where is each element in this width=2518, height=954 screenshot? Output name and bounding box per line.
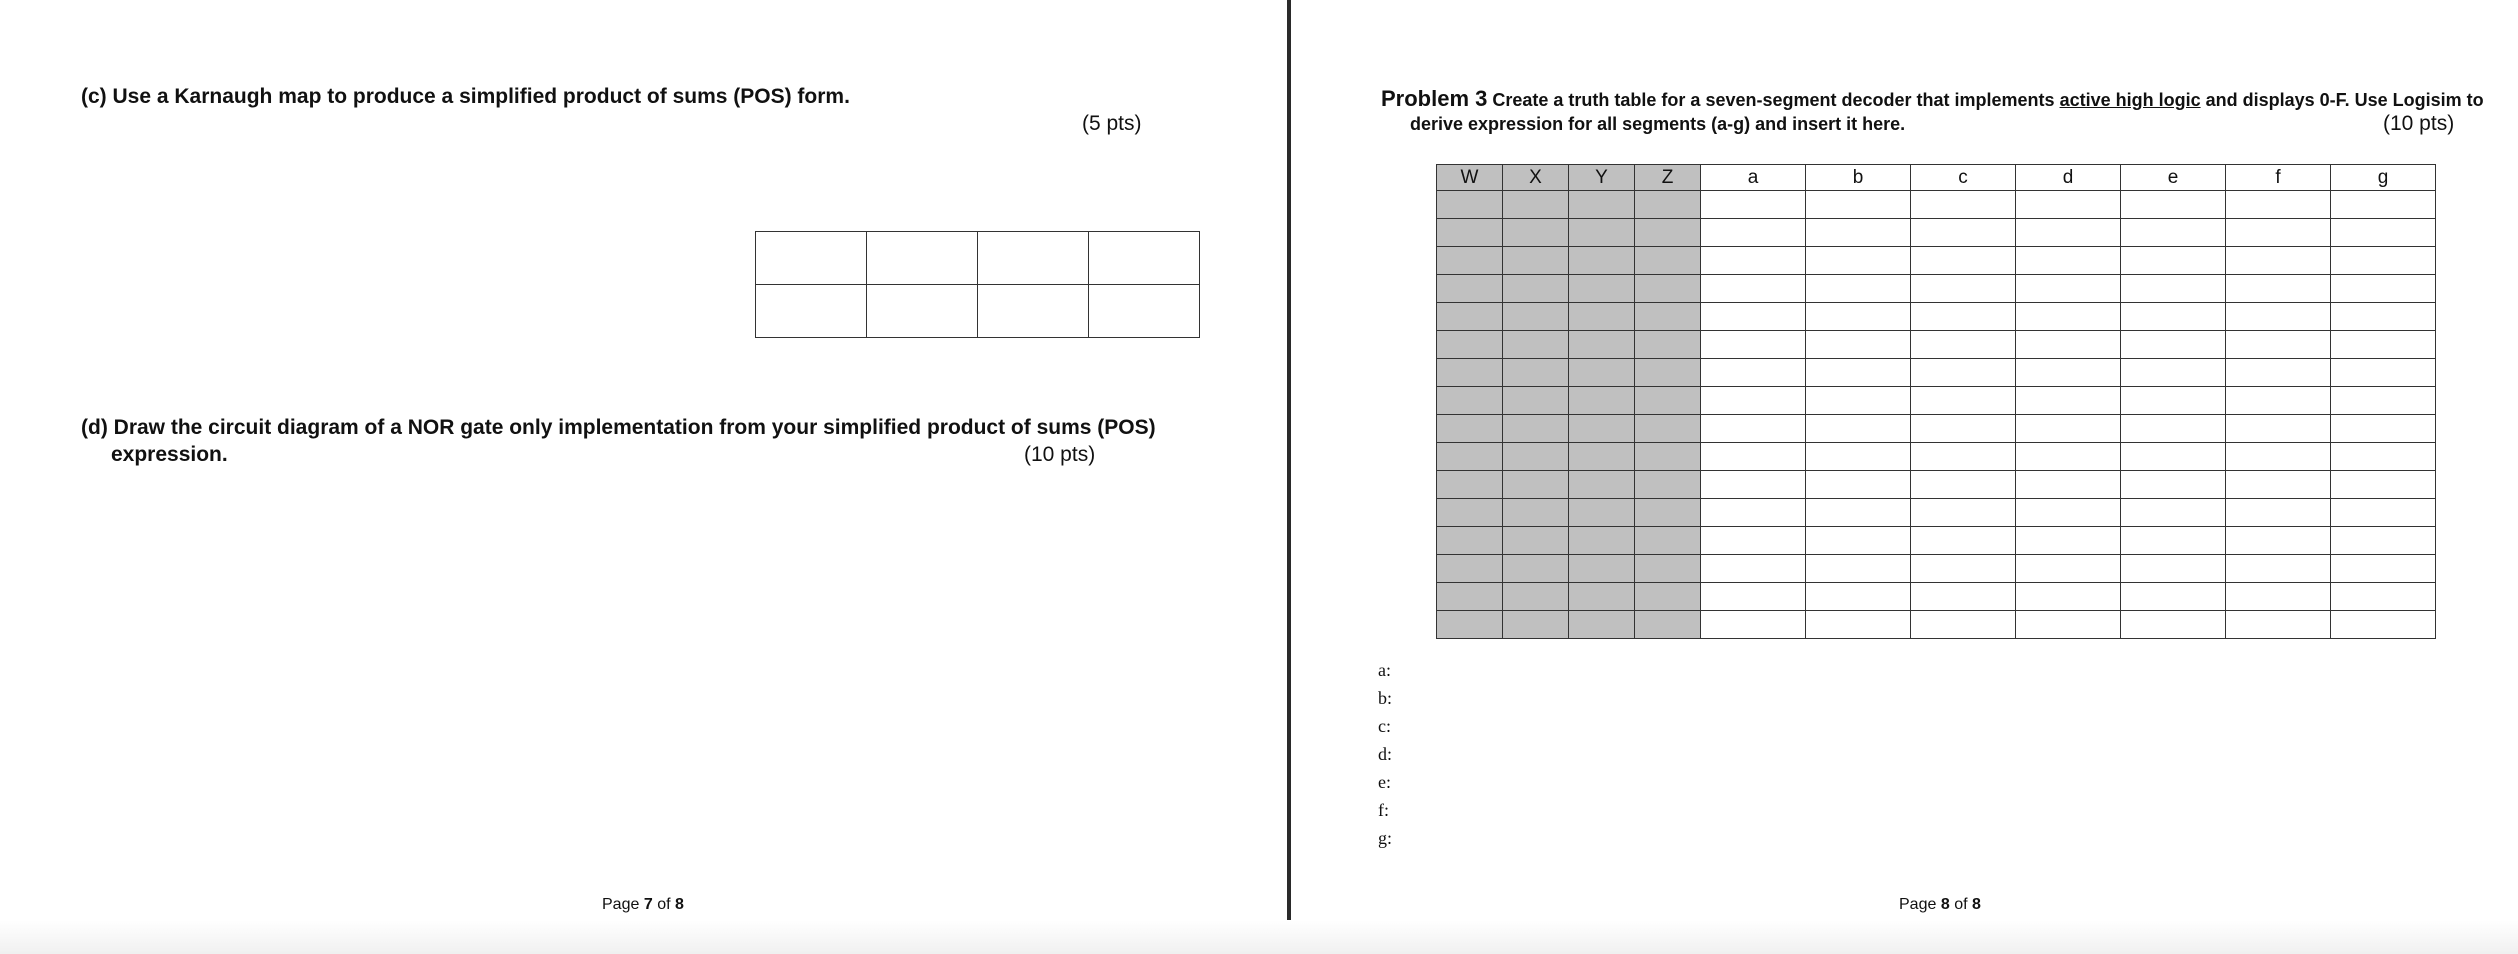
input-cell	[1635, 331, 1701, 359]
output-cell	[1701, 219, 1806, 247]
kmap-cell	[1089, 285, 1200, 338]
segment-header-c: c	[1911, 165, 2016, 191]
input-cell	[1569, 247, 1635, 275]
input-cell	[1503, 443, 1569, 471]
output-cell	[2226, 247, 2331, 275]
input-cell	[1437, 611, 1503, 639]
table-row	[1437, 359, 2436, 387]
output-cell	[1806, 303, 1911, 331]
input-cell	[1437, 499, 1503, 527]
output-cell	[1911, 191, 2016, 219]
input-cell	[1503, 611, 1569, 639]
output-cell	[1911, 387, 2016, 415]
output-cell	[1911, 611, 2016, 639]
output-cell	[1806, 583, 1911, 611]
input-cell	[1569, 611, 1635, 639]
input-cell	[1635, 387, 1701, 415]
table-row	[1437, 499, 2436, 527]
output-cell	[2226, 359, 2331, 387]
output-cell	[2226, 527, 2331, 555]
output-cell	[1911, 443, 2016, 471]
output-cell	[2121, 331, 2226, 359]
table-row	[1437, 471, 2436, 499]
output-cell	[1806, 527, 1911, 555]
segment-header-a: a	[1701, 165, 1806, 191]
segment-label: a:	[1378, 660, 1391, 680]
output-cell	[1701, 611, 1806, 639]
output-cell	[2121, 583, 2226, 611]
output-cell	[1701, 275, 1806, 303]
input-cell	[1437, 303, 1503, 331]
segment-header-b: b	[1806, 165, 1911, 191]
output-cell	[2121, 555, 2226, 583]
input-cell	[1503, 387, 1569, 415]
kmap-cell	[1089, 232, 1200, 285]
input-cell	[1635, 527, 1701, 555]
input-header-w: W	[1437, 165, 1503, 191]
input-cell	[1503, 471, 1569, 499]
output-cell	[2331, 527, 2436, 555]
input-cell	[1503, 415, 1569, 443]
table-row	[1437, 415, 2436, 443]
question-c: (c) Use a Karnaugh map to produce a simplified product of sums (POS) form.	[81, 85, 850, 108]
input-cell	[1569, 471, 1635, 499]
table-row	[1437, 331, 2436, 359]
output-cell	[2121, 471, 2226, 499]
output-cell	[2121, 247, 2226, 275]
truth-table	[1436, 164, 2436, 639]
input-cell	[1503, 191, 1569, 219]
output-cell	[1911, 359, 2016, 387]
output-cell	[1911, 247, 2016, 275]
output-cell	[2331, 555, 2436, 583]
output-cell	[2226, 275, 2331, 303]
output-cell	[2016, 611, 2121, 639]
input-cell	[1635, 611, 1701, 639]
input-cell	[1437, 359, 1503, 387]
input-cell	[1569, 499, 1635, 527]
input-cell	[1503, 359, 1569, 387]
output-cell	[2331, 219, 2436, 247]
question-d-line1: (d) Draw the circuit diagram of a NOR gate only implementation from your simplified product of sums (POS)	[81, 416, 1156, 439]
input-cell	[1635, 583, 1701, 611]
segment-header-e: e	[2121, 165, 2226, 191]
input-cell	[1635, 219, 1701, 247]
input-cell	[1437, 191, 1503, 219]
problem-3-line2: derive expression for all segments (a-g) and insert it here.	[1410, 114, 1906, 134]
output-cell	[1701, 499, 1806, 527]
output-cell	[2121, 275, 2226, 303]
kmap-cell	[867, 232, 978, 285]
input-cell	[1635, 303, 1701, 331]
output-cell	[2121, 611, 2226, 639]
output-cell	[2226, 583, 2331, 611]
table-row	[1437, 303, 2436, 331]
output-cell	[1806, 555, 1911, 583]
output-cell	[1701, 471, 1806, 499]
table-row	[1437, 387, 2436, 415]
problem-3-points: (10 pts)	[2383, 112, 2455, 135]
output-cell	[1806, 499, 1911, 527]
segment-header-d: d	[2016, 165, 2121, 191]
output-cell	[1701, 387, 1806, 415]
input-cell	[1635, 555, 1701, 583]
problem-3-line1: Problem 3 Create a truth table for a seven-segment decoder that implements active high logic and displays 0-F. Use Logisim to	[1381, 86, 2484, 111]
input-cell	[1635, 359, 1701, 387]
output-cell	[1911, 303, 2016, 331]
output-cell	[1701, 555, 1806, 583]
table-row	[1437, 247, 2436, 275]
output-cell	[1806, 275, 1911, 303]
input-cell	[1437, 331, 1503, 359]
table-row	[1437, 219, 2436, 247]
output-cell	[2121, 359, 2226, 387]
output-cell	[1911, 583, 2016, 611]
input-cell	[1503, 247, 1569, 275]
output-cell	[1806, 219, 1911, 247]
output-cell	[2121, 191, 2226, 219]
output-cell	[2226, 219, 2331, 247]
output-cell	[2331, 499, 2436, 527]
output-cell	[1701, 303, 1806, 331]
karnaugh-map-grid	[755, 231, 1200, 338]
table-row	[1437, 443, 2436, 471]
output-cell	[2016, 583, 2121, 611]
output-cell	[2016, 275, 2121, 303]
table-row	[1437, 275, 2436, 303]
output-cell	[2331, 303, 2436, 331]
input-cell	[1635, 191, 1701, 219]
output-cell	[2226, 443, 2331, 471]
output-cell	[2226, 331, 2331, 359]
input-cell	[1503, 219, 1569, 247]
output-cell	[2331, 331, 2436, 359]
output-cell	[1911, 555, 2016, 583]
output-cell	[2331, 359, 2436, 387]
segment-label: g:	[1378, 828, 1393, 848]
output-cell	[1911, 471, 2016, 499]
points-d: (10 pts)	[1024, 443, 1096, 466]
segment-label: d:	[1378, 744, 1393, 764]
input-cell	[1503, 499, 1569, 527]
input-cell	[1569, 275, 1635, 303]
problem-label: Problem 3	[1381, 86, 1488, 111]
output-cell	[2331, 191, 2436, 219]
input-cell	[1437, 387, 1503, 415]
output-cell	[2016, 443, 2121, 471]
output-cell	[2331, 415, 2436, 443]
input-cell	[1437, 555, 1503, 583]
kmap-cell	[978, 285, 1089, 338]
input-cell	[1569, 219, 1635, 247]
input-cell	[1569, 191, 1635, 219]
output-cell	[2016, 219, 2121, 247]
input-cell	[1569, 415, 1635, 443]
input-cell	[1503, 275, 1569, 303]
output-cell	[1806, 331, 1911, 359]
output-cell	[2121, 219, 2226, 247]
question-d-line2: expression.	[111, 443, 228, 466]
output-cell	[2016, 331, 2121, 359]
output-cell	[1701, 527, 1806, 555]
input-header-y: Y	[1569, 165, 1635, 191]
output-cell	[1806, 387, 1911, 415]
input-cell	[1635, 415, 1701, 443]
input-header-x: X	[1503, 165, 1569, 191]
input-cell	[1503, 583, 1569, 611]
output-cell	[2331, 443, 2436, 471]
output-cell	[2331, 387, 2436, 415]
output-cell	[1701, 415, 1806, 443]
output-cell	[1911, 499, 2016, 527]
output-cell	[2016, 191, 2121, 219]
segment-label: c:	[1378, 716, 1391, 736]
output-cell	[2016, 415, 2121, 443]
output-cell	[2331, 275, 2436, 303]
output-cell	[1806, 443, 1911, 471]
output-cell	[2016, 471, 2121, 499]
segment-label: e:	[1378, 772, 1391, 792]
output-cell	[1701, 583, 1806, 611]
output-cell	[2121, 387, 2226, 415]
page-number: Page 8 of 8	[1899, 896, 1981, 913]
input-cell	[1503, 331, 1569, 359]
output-cell	[2226, 499, 2331, 527]
output-cell	[1911, 415, 2016, 443]
input-cell	[1437, 219, 1503, 247]
input-cell	[1437, 583, 1503, 611]
output-cell	[1701, 359, 1806, 387]
kmap-cell	[867, 285, 978, 338]
output-cell	[2331, 583, 2436, 611]
page-divider	[1287, 0, 1291, 954]
input-cell	[1635, 275, 1701, 303]
output-cell	[2331, 247, 2436, 275]
output-cell	[2226, 191, 2331, 219]
output-cell	[2121, 443, 2226, 471]
output-cell	[1911, 527, 2016, 555]
output-cell	[2016, 555, 2121, 583]
output-cell	[1701, 331, 1806, 359]
input-cell	[1437, 527, 1503, 555]
output-cell	[1806, 611, 1911, 639]
output-cell	[1701, 191, 1806, 219]
output-cell	[1911, 331, 2016, 359]
output-cell	[2016, 247, 2121, 275]
output-cell	[2226, 303, 2331, 331]
output-cell	[1806, 247, 1911, 275]
output-cell	[2121, 415, 2226, 443]
output-cell	[2226, 555, 2331, 583]
kmap-cell	[978, 232, 1089, 285]
output-cell	[1911, 275, 2016, 303]
output-cell	[2016, 499, 2121, 527]
segment-label: b:	[1378, 688, 1393, 708]
output-cell	[2226, 415, 2331, 443]
table-row	[1437, 555, 2436, 583]
output-cell	[2121, 499, 2226, 527]
table-row	[1437, 527, 2436, 555]
input-cell	[1569, 303, 1635, 331]
input-cell	[1503, 555, 1569, 583]
output-cell	[1701, 443, 1806, 471]
output-cell	[2121, 527, 2226, 555]
bottom-shadow	[0, 920, 2518, 954]
output-cell	[2331, 611, 2436, 639]
truth-table-header	[1437, 165, 2436, 191]
segment-expression-labels	[1378, 656, 1392, 852]
input-cell	[1437, 471, 1503, 499]
input-cell	[1635, 499, 1701, 527]
kmap-cell	[756, 232, 867, 285]
input-cell	[1635, 247, 1701, 275]
output-cell	[2016, 527, 2121, 555]
page-number: Page 7 of 8	[602, 896, 684, 913]
output-cell	[1806, 415, 1911, 443]
table-row	[1437, 611, 2436, 639]
input-cell	[1437, 247, 1503, 275]
output-cell	[1806, 359, 1911, 387]
output-cell	[2226, 471, 2331, 499]
output-cell	[1701, 247, 1806, 275]
output-cell	[2016, 359, 2121, 387]
output-cell	[2226, 611, 2331, 639]
output-cell	[2226, 387, 2331, 415]
input-cell	[1569, 583, 1635, 611]
input-cell	[1437, 275, 1503, 303]
active-high-logic-text: active high logic	[2059, 90, 2201, 110]
page-8	[1293, 0, 2518, 954]
output-cell	[2016, 303, 2121, 331]
kmap-cell	[756, 285, 867, 338]
output-cell	[2016, 387, 2121, 415]
output-cell	[1911, 219, 2016, 247]
input-cell	[1569, 331, 1635, 359]
input-cell	[1503, 303, 1569, 331]
output-cell	[1806, 471, 1911, 499]
input-header-z: Z	[1635, 165, 1701, 191]
points-c: (5 pts)	[1082, 112, 1142, 135]
input-cell	[1437, 443, 1503, 471]
input-cell	[1569, 555, 1635, 583]
input-cell	[1569, 387, 1635, 415]
input-cell	[1569, 527, 1635, 555]
input-cell	[1569, 443, 1635, 471]
input-cell	[1635, 443, 1701, 471]
segment-header-f: f	[2226, 165, 2331, 191]
table-row	[1437, 191, 2436, 219]
input-cell	[1503, 527, 1569, 555]
input-cell	[1437, 415, 1503, 443]
input-cell	[1569, 359, 1635, 387]
output-cell	[2331, 471, 2436, 499]
segment-label: f:	[1378, 800, 1389, 820]
output-cell	[2121, 303, 2226, 331]
output-cell	[1806, 191, 1911, 219]
segment-header-g: g	[2331, 165, 2436, 191]
table-row	[1437, 583, 2436, 611]
input-cell	[1635, 471, 1701, 499]
